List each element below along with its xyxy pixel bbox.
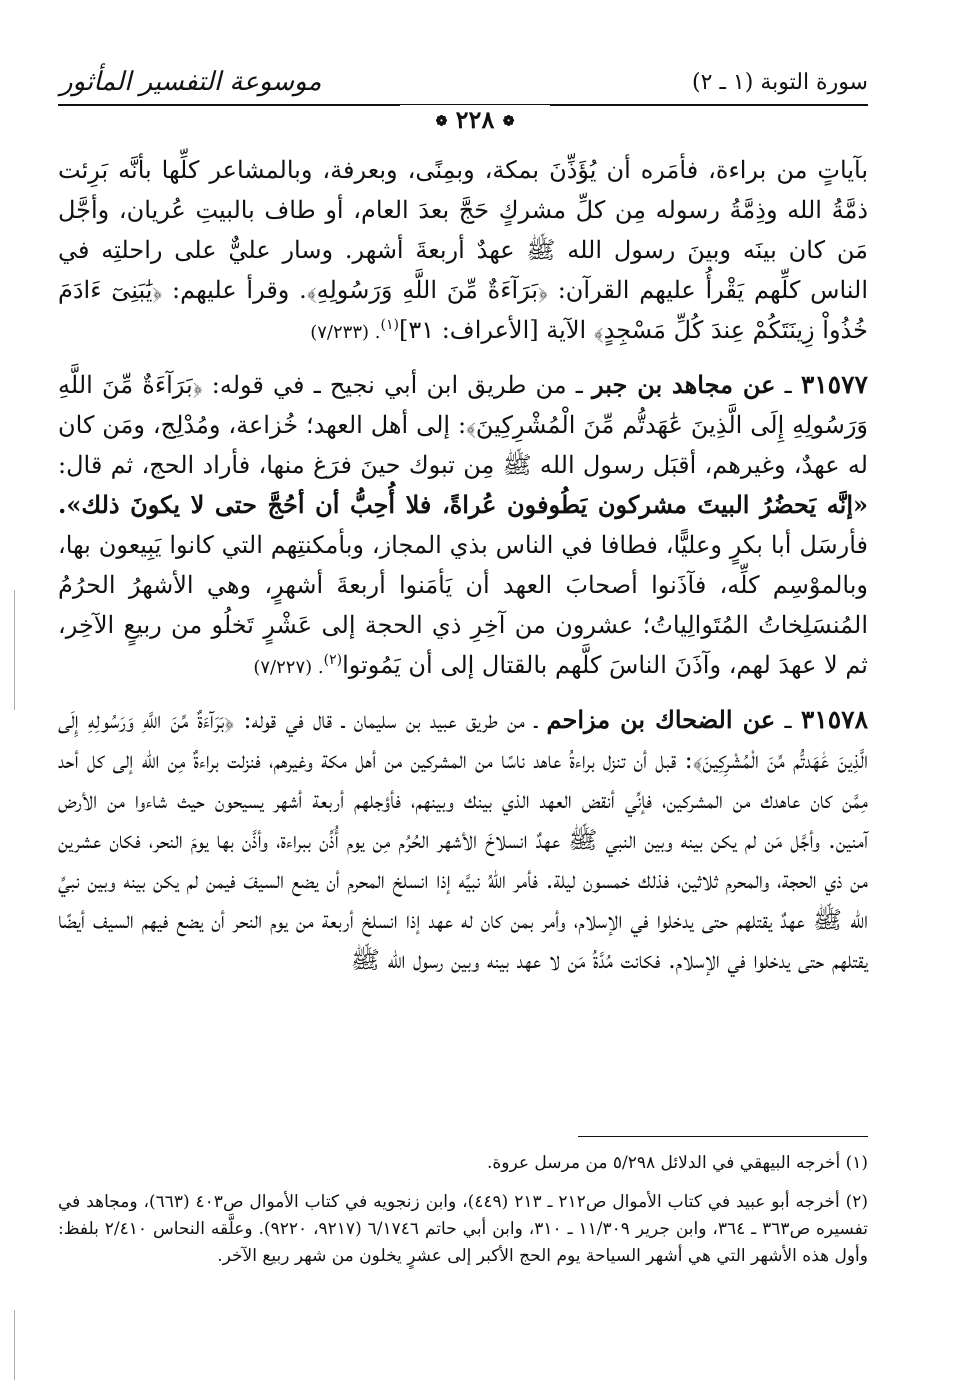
text-line: بها، وبالموْسِم كلِّه، فآذَنوا أصحابَ العهد أن يَأمَنوا أربعةَ أشهرٍ، وهي الأشهرُ (58, 531, 868, 599)
text-line: بآياتٍ من براءة، فأمَره أن يُؤَذِّنَ بمكة، وبمِنًى، وبعرفة، وبالمشاعر كلِّها بأنَّه بَرِئت (58, 156, 868, 184)
entry-31577: ٣١٥٧٧ ـ عن مجاهد بن جبر ـ من طريق ابن أبي نجيح ـ في قوله: ﴿بَرَآءَةٌ مِّنَ اللَّهِ وَرَسُولِهِ إِلَى الَّذِينَ عَٰهَدتُّم مِّنَ الْمُشْرِكِينَ﴾: إلى أهل العهد؛ خُزاعة، ومُدْلِج، ومَن كان له عهدٌ، وغيرهم، أقبَل رسول الله ﷺ مِن تبوك حينَ فرَغ منها، فأراد الحج، ثم قال: «إنَّه يَحضُرُ البيتَ مشركون يَطُوفون عُراةً، فلا أُحِبُّ أن أحُجَّ حتى لا يكونَ ذلك». فأرسَل أبا بكرٍ وعليًّا، فطافا في الناس بذي المجاز، وبأمكنتِهم التي كانوا يَبِيعون بها، وبالموْسِم كلِّه، فآذَنوا أصحابَ العهد أن يَأمَنوا أربعةَ أشهرٍ، وهي الأشهرُ الحرُمُ المُنسَلِخاتُ المُتَوالِياتُ؛ عشرون من آخِرِ ذي الحجة إلى عَشْرٍ تَخلُو من ربيعٍ الآخِر، ثم لا عهدَ لهم، وآذَنَ الناسَ كلَّهم بالقتال إلى أن يَمُوتوا$^{(٢)}$. (٧/٢٢٧) (58, 370, 868, 679)
text-line: عاهدك من المشركين، فإنِّي أنقض العهد الذي بينك وبينهم، فأؤجلهم أربعة أشهر (273, 786, 801, 814)
header-surah-info (692, 70, 868, 95)
hadith-quote: «إنَّه يَحضُرُ البيتَ مشركون يَطُوفون عُراةً، فلا أُحِبُّ أن أحُجَّ حتى لا يكونَ ذلك». (58, 490, 868, 519)
text-line: وَرَسُولِهِ إِلَى الَّذِينَ عَٰهَدتُّم مِّنَ الْمُشْرِكِينَ﴾: إلى أهل العهد؛ خُزاعة، ومُدْلِج، ومَن كان له (58, 411, 868, 479)
verse-range: (١ ـ ٢) (692, 69, 754, 95)
page-edge-mark (14, 590, 15, 710)
text-line: الحجة، والمحرم ثلاثين، فذلك خمسون ليلة. فأمر اللهُ نبيَّه إذا انسلخ المحرم أن (326, 866, 817, 894)
surah-name: سورة التوبة (760, 69, 868, 95)
paragraph-continuation (58, 150, 868, 353)
text-line: يسيحون حيث شاءوا من الأرض آمنين. وأجَّل مَن لم يكن بينه وبين النبي ﷺ عهدٌ (58, 786, 868, 854)
footnote-marker: (١) (380, 317, 399, 333)
text-line: الآخِر، ثم لا عهدَ لهم، وآذَنَ الناسَ كلَّهم بالقتال إلى أن يَمُوتوا (58, 611, 868, 679)
main-text (58, 150, 868, 992)
page-number: ٢٢٨ (455, 105, 495, 134)
text-line: زِينَتَكُمْ عِندَ كُلِّ مَسْجِدٍ﴾ الآية [الأعراف: ٣١] (398, 316, 815, 344)
footnote-1: (١) أخرجه البيهقي في الدلائل ٥/٢٩٨ من مرسل عروة. (486, 1153, 868, 1173)
text-line: الحرُمُ المُنسَلِخاتُ المُتَوالِياتُ؛ عشرون من آخِرِ ذي الحجة إلى عَشْرٍ تَخلُو من ربيعٍ (58, 571, 868, 639)
entry-number: ٣١٥٧٧ (800, 370, 868, 399)
entry-31578: ٣١٥٧٨ ـ عن الضحاك بن مزاحم ـ من طريق عبيد بن سليمان ـ قال في قوله: ﴿بَرَآءَةٌ مِّنَ اللَّهِ وَرَسُولِهِ إِلَى الَّذِينَ عَٰهَدتُّم مِّنَ الْمُشْرِكِينَ﴾: قبل أن تنزل براءةُ عاهد ناسًا من المشركين من أهل مكة وغيرهم، فنزلت براءةٌ مِن الله إلى كل أحد مِمَّن كان عاهدك من المشركين، فإنِّي أنقض العهد الذي بينك وبينهم، فأؤجلهم أربعة أشهر يسيحون حيث شاءوا من الأرض آمنين. وأجَّل مَن لم يكن بينه وبين النبي ﷺ عهدٌ انسلاخَ الأشهر الحُرُم مِن يوم أُذِّن ببراءة، وأذَّن بها يومَ النحر، فكان عشرين من ذي الحجة، والمحرم ثلاثين، فذلك خمسون ليلة. فأمر اللهُ نبيَّه إذا انسلخ المحرم أن يضع السيفَ فيمن لم يكن بينه وبين نبيِّ الله ﷺ عهدٌ يقتلهم حتى يدخلوا في الإسلام، وأمر بمن كان له عهد إذا انسلخ أربعة من يوم النحر أن يضع فيهم السيف أيضًا يقتلهم حتى يدخلوا في الإسلام. فكانت مُدَّةُ مَن لا عهد بينه وبين رسول الله ﷺ (58, 705, 869, 974)
page-number-box (400, 105, 550, 135)
page-edge-mark (14, 1310, 15, 1380)
footnotes (58, 1150, 868, 1282)
volume-reference: . (٧/٢٢٧) (253, 657, 324, 678)
series-title: موسوعة التفسير المأثور (60, 67, 322, 97)
volume-reference: . (٧/٢٣٣) (310, 322, 381, 343)
text-line: ذمَّةُ الله وذِمَّةُ رسوله مِن كلِّ مشركٍ حَجَّ بعدَ العام، أو طاف بالبيتِ عُريان، وأجَّل مَن (58, 196, 869, 264)
footnote-separator (578, 1136, 868, 1137)
text-line: الإسلام، وأمر بمن كان له عهد إذا انسلخ أربعة من يوم النحر أن يضع فيهم السيف (93, 906, 623, 934)
text-line: فأرسَل أبا بكرٍ وعليًّا، فطافا في الناس بذي المجاز، وبأمكنتِهم التي كانوا يَبِيعون (98, 531, 868, 559)
narrator-name: عن مجاهد بن جبر (591, 370, 776, 399)
text-line: ـ من طريق ابن أبي نجيح ـ في قوله: ﴿بَرَآءَةٌ مِّنَ اللَّهِ (58, 371, 583, 399)
narrator-name: عن الضحاك بن مزاحم (546, 705, 776, 734)
text-line: ﴿بَرَآءَةٌ مِّنَ اللَّهِ وَرَسُولِهِ إِلَى الَّذِينَ عَٰهَدتُّم مِّنَ الْمُشْرِكِينَ﴾: قبل أن تنزل براءةُ عاهد ناسًا (58, 706, 869, 774)
text-line: كان بينَه وبينَ رسول الله ﷺ عهدٌ أربعةَ أشهر. وسار عليٌّ على راحلتِه في الناس (58, 236, 868, 304)
running-header (60, 62, 868, 102)
text-line: ـ من طريق عبيد بن سليمان ـ قال في قوله: (243, 706, 538, 734)
ornament-icon: ❁ (435, 113, 448, 130)
footnote-2: (٢) أخرجه أبو عبيد في كتاب الأموال ص٢١٢ ـ ٢١٣ (٤٤٩)، وابن زنجويه في كتاب الأموال ص٤٠٣ (٦٦٣)، ومجاهد في تفسيره ص٣٦٣ ـ ٣٦٤، وابن جرير ١١/٣٠٩ ـ ٣١٠، وابن أبي حاتم ٦/١٧٤٦ (٩٢١٧، ٩٢٢٠). وعلَّقه النحاس ٢/٤١٠ بلفظ: وأول هذه الأشهر التي هي أشهر السياحة يوم الحج الأكبر إلى عشرٍ يخلون من شهر ربيع الآخر. (58, 1192, 868, 1266)
entry-number: ٣١٥٧٨ (800, 705, 868, 734)
footnote-marker: (٢) (323, 652, 343, 668)
text-line: من المشركين من أهل مكة وغيرهم، فنزلت براءةٌ مِن الله إلى كل أحد مِمَّن كان (58, 746, 868, 814)
text-line: عهدٌ، وغيرهم، أقبَل رسول الله ﷺ مِن تبوك حينَ فرَغ منها، فأراد الحج، ثم قال: (58, 451, 840, 479)
text-line: كلِّهم يَقْرأُ عليهم القرآن: ﴿بَرَآءَةٌ مِّنَ اللَّهِ وَرَسُولِهِ﴾. وقرأ عليهم: ﴿يَٰبَنِىٓ ءَادَمَ خُذُواْ (58, 276, 868, 344)
text-line: يضع السيفَ فيمن لم يكن بينه وبين نبيِّ الله ﷺ عهدٌ يقتلهم حتى يدخلوا في (58, 866, 868, 934)
text-line: انسلاخَ الأشهر الحُرُم مِن يوم أُذِّن ببراءة، وأذَّن بها يومَ النحر، فكان عشرين من ذي (58, 826, 869, 894)
text-line: أيضًا يقتلهم حتى يدخلوا في الإسلام. فكانت مُدَّةُ مَن لا عهد بينه وبين رسول الله ﷺ (58, 906, 868, 974)
ornament-icon: ❁ (502, 113, 515, 130)
